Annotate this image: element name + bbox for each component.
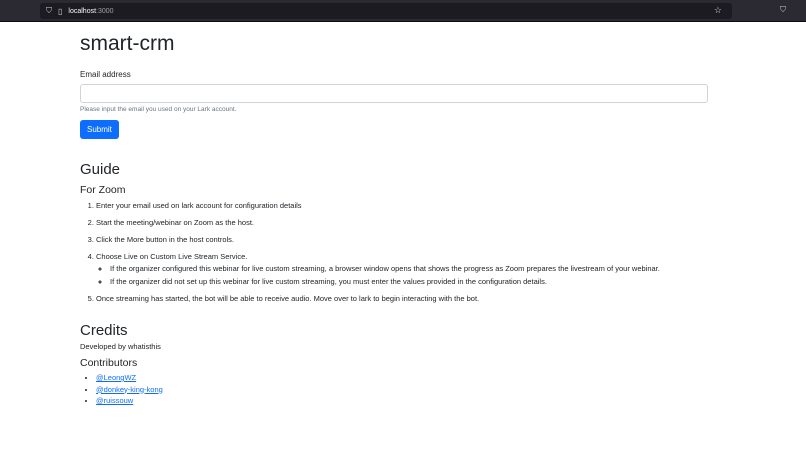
guide-steps [80, 201, 708, 304]
url-text [68, 8, 113, 15]
list-item [96, 372, 708, 384]
developed-by: Developed by whatisthis [80, 342, 161, 351]
browser-toolbar [0, 0, 806, 22]
guide-substeps [96, 263, 708, 287]
guide-step: 2. Start the meeting/webinar on Zoom as the host. [96, 218, 708, 228]
url-host: localhost [68, 7, 97, 15]
submit-button[interactable]: Submit [80, 120, 119, 139]
guide-step [96, 252, 708, 287]
guide-step: 5. Once streaming has started, the bot will be able to receive audio. Move over to lark to begin interacting with the bot. [96, 294, 708, 304]
shield-icon[interactable]: ⛉ [46, 6, 52, 15]
page-icon: ▯ [58, 6, 63, 16]
bookmark-star-icon[interactable]: ☆ [713, 5, 722, 15]
guide-step-text: Choose Live on Custom Live Stream Service. [96, 252, 248, 261]
email-input[interactable] [80, 84, 708, 103]
list-item [96, 384, 708, 396]
contributor-link[interactable]: @ruissouw [96, 396, 134, 405]
contributor-link[interactable]: @donkey-king-kong [96, 384, 163, 394]
guide-step: 1. Enter your email used on lark account for configuration details [96, 201, 708, 211]
credits-section [80, 322, 708, 407]
email-label: Email address [80, 70, 131, 79]
contributors-heading: Contributors [80, 357, 138, 369]
guide-heading: Guide [80, 161, 121, 178]
extension-shield-icon[interactable]: ⛉ [780, 5, 786, 14]
address-bar[interactable] [40, 3, 732, 19]
guide-step: 3. Click the More button in the host controls. [96, 235, 708, 245]
main-content [80, 30, 708, 407]
contributors-list [80, 372, 708, 407]
guide-substep: ◦ If the organizer did not set up this webinar for live custom streaming, you must enter the values provided in the configuration details. [110, 276, 708, 287]
for-zoom-heading: For Zoom [80, 184, 126, 196]
email-help-text: Please input the email you used on your Lark account. [80, 106, 237, 113]
url-port: :3000 [96, 7, 114, 15]
contributor-link[interactable]: @LeongWZ [96, 373, 137, 382]
page-title: smart-crm [80, 32, 175, 55]
credits-heading: Credits [80, 322, 128, 339]
list-item [96, 395, 708, 407]
guide-substep: ◦ If the organizer configured this webinar for live custom streaming, a browser window opens that shows the progress as Zoom prepares the livestream of your webinar. [110, 263, 708, 274]
